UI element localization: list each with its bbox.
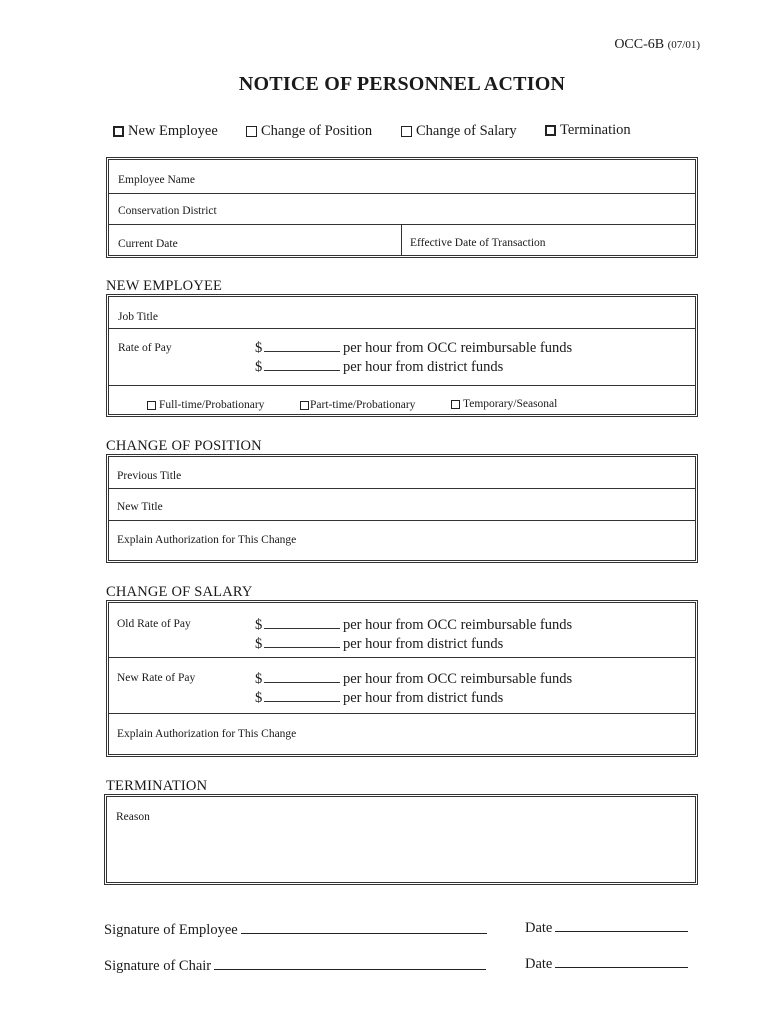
dollar-sign: $ (255, 617, 263, 633)
amount-blank[interactable] (264, 617, 340, 629)
new-employee-section (106, 294, 698, 417)
checkbox-label: Termination (560, 122, 631, 138)
form-number: OCC-6B (614, 37, 665, 52)
position-authorization-field[interactable]: Explain Authorization for This Change (117, 534, 297, 546)
dollar-sign: $ (255, 690, 263, 706)
employee-signature-line[interactable] (104, 922, 487, 939)
conservation-district-field[interactable]: Conservation District (118, 205, 217, 217)
chair-signature-label: Signature of Chair (104, 958, 212, 974)
salary-authorization-field[interactable]: Explain Authorization for This Change (117, 728, 297, 740)
checkbox-label: Full-time/Probationary (159, 399, 265, 411)
employee-name-field[interactable]: Employee Name (118, 174, 195, 186)
new-rate-label: New Rate of Pay (117, 672, 196, 684)
checkbox-label: New Employee (128, 123, 218, 139)
checkbox-change-of-salary[interactable] (401, 123, 517, 140)
section-heading-change-of-salary: CHANGE OF SALARY (106, 584, 253, 600)
checkbox-label: Temporary/Seasonal (463, 398, 558, 410)
current-date-field[interactable]: Current Date (118, 238, 178, 250)
signature-blank[interactable] (241, 922, 487, 934)
rate-of-pay-label: Rate of Pay (118, 342, 172, 354)
amount-blank[interactable] (264, 671, 340, 683)
pay-text-district: per hour from district funds (343, 359, 504, 375)
date-label: Date (525, 920, 553, 936)
amount-blank[interactable] (264, 636, 340, 648)
previous-title-field[interactable]: Previous Title (117, 470, 182, 482)
section-heading-change-of-position: CHANGE OF POSITION (106, 438, 262, 454)
checkbox-icon[interactable] (300, 401, 309, 410)
checkbox-icon[interactable] (147, 401, 156, 410)
effective-date-field[interactable]: Effective Date of Transaction (410, 237, 546, 249)
employee-signature-label: Signature of Employee (104, 922, 238, 938)
amount-blank[interactable] (264, 340, 340, 352)
form-revision: (07/01) (667, 39, 700, 51)
rate-occ-line[interactable] (255, 340, 572, 357)
checkbox-icon[interactable] (113, 126, 124, 137)
checkbox-change-of-position[interactable] (246, 123, 372, 140)
change-of-salary-section (106, 600, 698, 757)
section-heading-new-employee: NEW EMPLOYEE (106, 278, 223, 294)
change-of-position-section (106, 454, 698, 563)
termination-reason-field[interactable]: Reason (116, 811, 150, 823)
pay-text-occ: per hour from OCC reimbursable funds (343, 340, 573, 356)
dollar-sign: $ (255, 340, 263, 356)
checkbox-part-time[interactable] (300, 399, 415, 411)
checkbox-label: Change of Salary (416, 123, 517, 139)
checkbox-new-employee[interactable] (113, 123, 218, 140)
pay-text-district: per hour from district funds (343, 690, 504, 706)
dollar-sign: $ (255, 636, 263, 652)
checkbox-label: Part-time/Probationary (310, 399, 416, 411)
new-rate-occ-line[interactable] (255, 671, 572, 688)
date-blank[interactable] (555, 956, 688, 968)
amount-blank[interactable] (264, 359, 340, 371)
checkbox-icon[interactable] (246, 126, 257, 137)
new-rate-district-line[interactable] (255, 690, 503, 707)
checkbox-full-time[interactable] (147, 399, 264, 411)
rate-district-line[interactable] (255, 359, 503, 376)
old-rate-label: Old Rate of Pay (117, 618, 191, 630)
page-title: NOTICE OF PERSONNEL ACTION (238, 73, 566, 95)
termination-section (104, 794, 698, 885)
employee-date-line[interactable] (525, 920, 688, 937)
checkbox-icon[interactable] (545, 125, 556, 136)
dollar-sign: $ (255, 359, 263, 375)
date-label: Date (525, 956, 553, 972)
new-title-field[interactable]: New Title (117, 501, 163, 513)
dollar-sign: $ (255, 671, 263, 687)
general-info-section (106, 157, 698, 258)
checkbox-label: Change of Position (261, 123, 373, 139)
job-title-field[interactable]: Job Title (118, 311, 158, 323)
pay-text-district: per hour from district funds (343, 636, 504, 652)
old-rate-district-line[interactable] (255, 636, 503, 653)
form-code (614, 37, 700, 53)
action-type-row (113, 121, 673, 143)
old-rate-occ-line[interactable] (255, 617, 572, 634)
checkbox-icon[interactable] (451, 400, 460, 409)
checkbox-icon[interactable] (401, 126, 412, 137)
checkbox-temporary[interactable] (451, 398, 557, 410)
signature-blank[interactable] (214, 958, 486, 970)
chair-signature-line[interactable] (104, 958, 486, 975)
date-blank[interactable] (555, 920, 688, 932)
pay-text-occ: per hour from OCC reimbursable funds (343, 671, 573, 687)
section-heading-termination: TERMINATION (106, 778, 208, 794)
checkbox-termination[interactable] (545, 122, 631, 139)
pay-text-occ: per hour from OCC reimbursable funds (343, 617, 573, 633)
amount-blank[interactable] (264, 690, 340, 702)
chair-date-line[interactable] (525, 956, 688, 973)
